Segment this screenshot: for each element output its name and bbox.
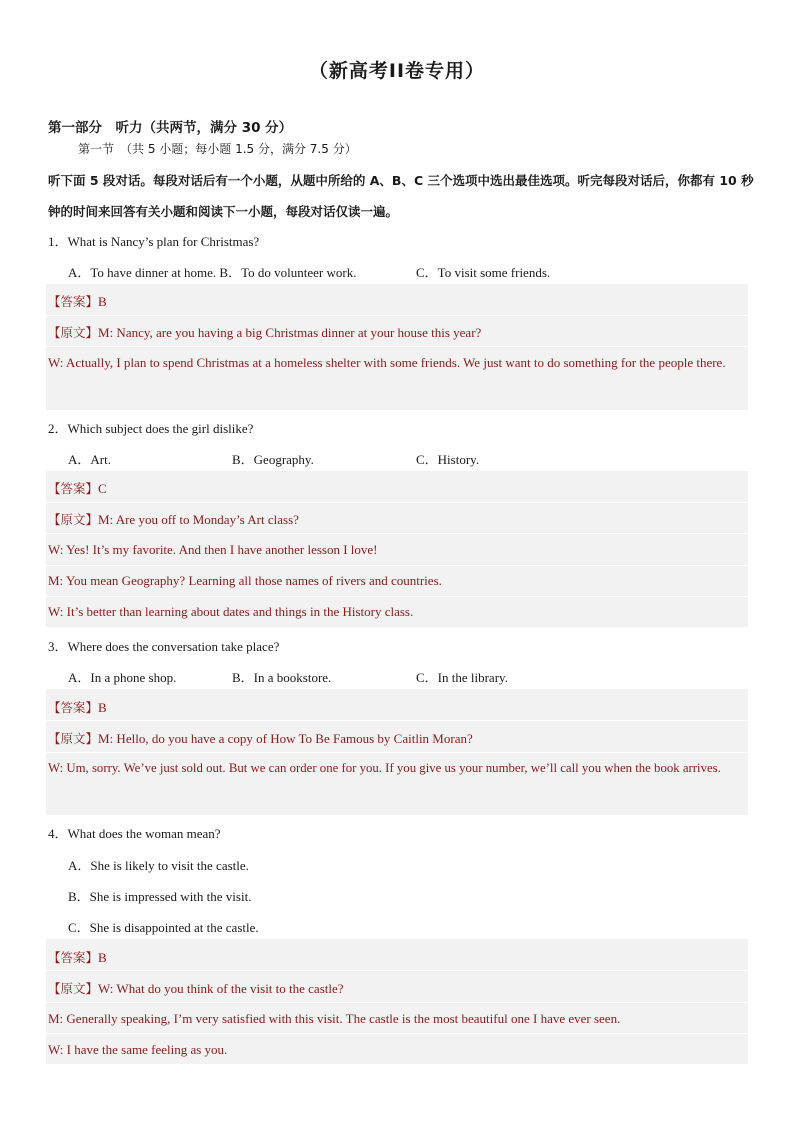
question-stem: 4．What does the woman mean? <box>48 826 221 841</box>
answer-line <box>48 948 107 966</box>
answer-line <box>48 698 107 716</box>
option-a: A．She is likely to visit the castle. <box>68 858 249 873</box>
script-tag: 【原文】 <box>48 981 99 996</box>
answer-tag: 【答案】 <box>48 294 99 309</box>
script-text: M: Hello, do you have a copy of How To Be Famous by Caitlin Moran? <box>98 731 473 746</box>
script-text: W: What do you think of the visit to the castle? <box>98 981 344 996</box>
answer-line <box>48 479 107 497</box>
script-text-wrapped: W: Um, sorry. We’ve just sold out. But we can order one for you. If you give us your number, we’ll call you when the book arrives. <box>48 761 721 775</box>
section-heading: 第一部分 听力（共两节，满分 30 分） <box>48 120 293 136</box>
option-b: B．Geography. <box>232 452 314 467</box>
script-line <box>48 979 344 997</box>
script-text: W: Yes! It’s my favorite. And then I have another lesson I love! <box>48 542 378 557</box>
answer-tag: 【答案】 <box>48 950 99 965</box>
option-c: C．To visit some friends. <box>416 265 551 280</box>
page-title: （新高考II卷专用） <box>308 60 486 82</box>
section1-heading: 第一节 （共 5 小题；每小题 1.5 分，满分 7.5 分） <box>78 142 357 156</box>
option-c: C．She is disappointed at the castle. <box>68 920 259 935</box>
answer-value: B <box>98 294 107 309</box>
instructions-text: 听下面 5 段对话。每段对话后有一个小题，从题中所给的 A、B、C 三个选项中选出最佳选项。听完每段对话后，你都有 10 秒钟的时间来回答有关小题和阅读下一小题，每段对话仅读一遍。 <box>48 173 754 219</box>
script-line <box>48 323 481 341</box>
option-c: C．In the library. <box>416 670 508 685</box>
answer-tag: 【答案】 <box>48 700 99 715</box>
script-text: M: Generally speaking, I’m very satisfied with this visit. The castle is the most beautiful one I have ever seen. <box>48 1011 621 1026</box>
option-b: B．In a bookstore. <box>232 670 332 685</box>
option-ab: A．To have dinner at home. B．To do volunteer work. <box>68 265 357 280</box>
script-text: M: Nancy, are you having a big Christmas dinner at your house this year? <box>98 325 482 340</box>
question-stem: 2．Which subject does the girl dislike? <box>48 421 254 436</box>
script-text: W: I have the same feeling as you. <box>48 1042 228 1057</box>
script-text: M: Are you off to Monday’s Art class? <box>98 512 299 527</box>
answer-value: B <box>98 700 107 715</box>
script-line <box>48 729 473 747</box>
answer-line <box>48 292 107 310</box>
answer-value: B <box>98 950 107 965</box>
option-a: A．Art. <box>68 452 111 467</box>
script-tag: 【原文】 <box>48 325 99 340</box>
script-line <box>48 510 299 528</box>
option-a: A．In a phone shop. <box>68 670 177 685</box>
answer-value: C <box>98 481 107 496</box>
option-c: C．History. <box>416 452 480 467</box>
question-stem: 3．Where does the conversation take place? <box>48 639 280 654</box>
question-stem: 1．What is Nancy’s plan for Christmas? <box>48 234 260 249</box>
option-b: B．She is impressed with the visit. <box>68 889 252 904</box>
script-text-wrapped: W: Actually, I plan to spend Christmas at a homeless shelter with some friends. We just want to do something for the people there. <box>48 355 726 370</box>
script-tag: 【原文】 <box>48 731 99 746</box>
script-text: W: It’s better than learning about dates and things in the History class. <box>48 604 414 619</box>
answer-tag: 【答案】 <box>48 481 99 496</box>
script-text: M: You mean Geography? Learning all those names of rivers and countries. <box>48 573 442 588</box>
script-tag: 【原文】 <box>48 512 99 527</box>
